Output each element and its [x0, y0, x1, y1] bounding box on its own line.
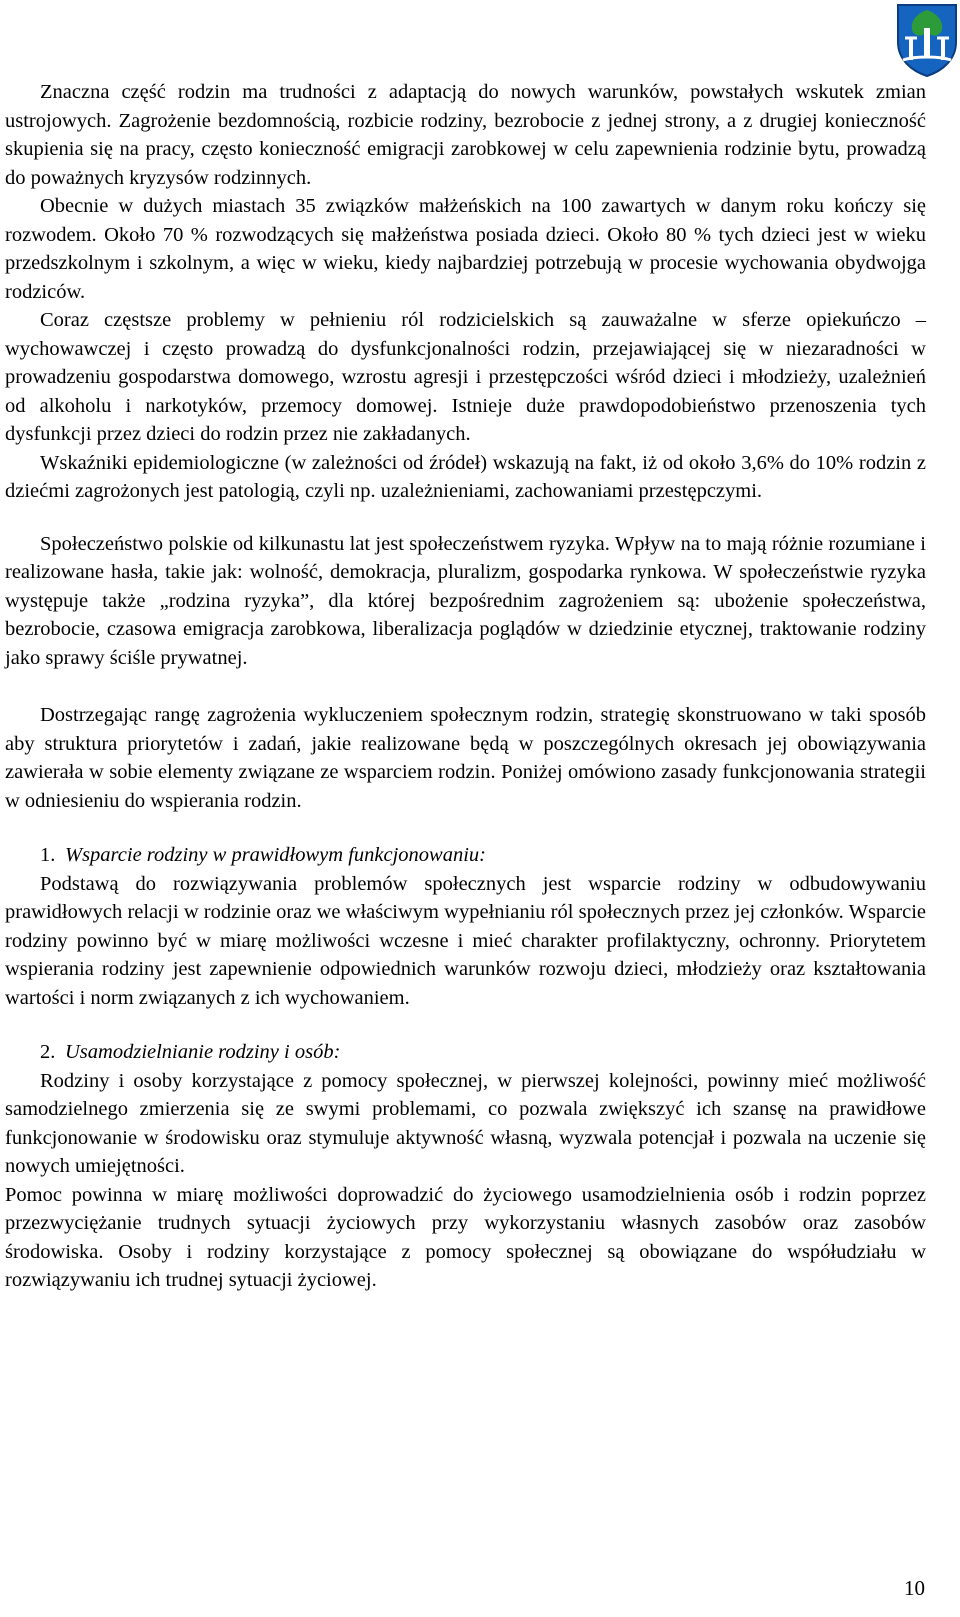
section-2-heading	[5, 1038, 926, 1067]
municipal-crest-icon	[895, 2, 959, 78]
section-2-title: Usamodzielnianie rodziny i osób:	[65, 1041, 341, 1063]
paragraph-3: Coraz częstsze problemy w pełnieniu ról rodzicielskich są zauważalne w sferze opiekuńczo – wychowawczej i często prowadzą do dysfunkcjonalności rodzin, przejawiającej się w niezaradności w prowadzeniu gospodarstwa domowego, wzrostu agresji i przestępczości wśród dzieci i młodzieży, uzależnień od alkoholu i narkotyków, przemocy domowej. Istnieje duże prawdopodobieństwo przenoszenia tych dysfunkcji przez dzieci do rodzin przez nie zakładanych.	[5, 309, 926, 445]
section-2-number: 2.	[40, 1041, 56, 1063]
section-1-body: Podstawą do rozwiązywania problemów społecznych jest wsparcie rodziny w odbudowywaniu prawidłowych relacji w rodzinie oraz we właściwym wypełnianiu ról społecznych przez jej członków. Wsparcie rodziny powinno być w miarę możliwości wczesne i mieć charakter profilaktyczny, ochronny. Priorytetem wspierania rodziny jest zapewnienie odpowiednich warunków rozwoju dzieci, młodzieży oraz kształtowania wartości i norm związanych z ich wychowaniem.	[5, 872, 926, 1009]
document-body	[5, 78, 926, 1295]
paragraph-5: Społeczeństwo polskie od kilkunastu lat jest społeczeństwem ryzyka. Wpływ na to mają różnie rozumiane i realizowane hasła, takie jak: wolność, demokracja, pluralizm, gospodarka rynkowa. W społeczeństwie ryzyka występuje także „rodzina ryzyka”, dla której bezpośrednim zagrożeniem są: ubożenie społeczeństwa, bezrobocie, czasowa emigracja zarobkowa, liberalizacja poglądów w dziedzinie etycznej, traktowanie rodziny jako sprawy ściśle prywatnej.	[5, 532, 926, 669]
section-1-heading	[5, 841, 926, 870]
page-number: 10	[904, 1576, 925, 1600]
section-1-title: Wsparcie rodziny w prawidłowym funkcjonowaniu:	[65, 844, 486, 866]
paragraph-2: Obecnie w dużych miastach 35 związków małżeńskich na 100 zawartych w danym roku kończy się rozwodem. Około 70 % rozwodzących się małżeństwa posiada dzieci. Około 80 % tych dzieci jest w wieku przedszkolnym i szkolnym, a więc w wieku, kiedy najbardziej potrzebują w procesie wychowania obydwojga rodziców.	[5, 195, 926, 303]
section-2-body-1: Rodziny i osoby korzystające z pomocy społecznej, w pierwszej kolejności, powinny mieć możliwość samodzielnego zmierzenia się ze swymi problemami, co pozwala zwiększyć ich szansę na prawidłowe funkcjonowanie w środowisku oraz stymuluje aktywność własną, wyzwala potencjał i pozwala na uczenie się nowych umiejętności.	[5, 1069, 926, 1177]
section-2-body-2: Pomoc powinna w miarę możliwości doprowadzić do życiowego usamodzielnienia osób i rodzin poprzez przezwyciężanie trudnych sytuacji życiowych przy wykorzystaniu własnych zasobów oraz zasobów środowiska. Osoby i rodziny korzystające z pomocy społecznej są obowiązane do współudziału w rozwiązywaniu ich trudnej sytuacji życiowej.	[5, 1183, 926, 1291]
section-1-number: 1.	[40, 844, 56, 866]
paragraph-4: Wskaźniki epidemiologiczne (w zależności od źródeł) wskazują na fakt, iż od około 3,6% do 10% rodzin z dziećmi zagrożonych jest patologią, czyli np. uzależnieniami, zachowaniami przestępczymi.	[5, 451, 926, 502]
paragraph-1: Znaczna część rodzin ma trudności z adaptacją do nowych warunków, powstałych wskutek zmian ustrojowych. Zagrożenie bezdomnością, rozbicie rodziny, bezrobocie z jednej strony, a z drugiej konieczność skupienia się na pracy, często konieczność emigracji zarobkowej w celu zapewnienia rodzinie bytu, prowadzą do poważnych kryzysów rodzinnych.	[5, 81, 926, 189]
paragraph-6: Dostrzegając rangę zagrożenia wykluczeniem społecznym rodzin, strategię skonstruowano w taki sposób aby struktura priorytetów i zadań, jakie realizowane będą w poszczególnych okresach jej obowiązywania zawierała w sobie elementy związane ze wsparciem rodzin. Poniżej omówiono zasady funkcjonowania strategii w odniesieniu do wspierania rodzin.	[5, 704, 926, 812]
